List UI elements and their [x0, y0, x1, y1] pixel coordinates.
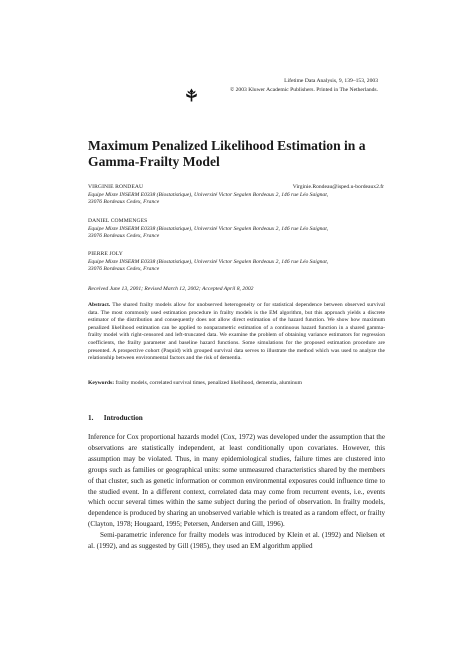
received-dates: Received June 13, 2001; Revised March 12, 2002; Accepted April 8, 2002 [88, 286, 254, 292]
author-affiliation: Equipe Mixte INSERM E0338 (Biostatistique), Université Victor Segalen Bordeaux 2, 146 rue Léo Saignat, [88, 191, 329, 198]
publisher-logo-icon [185, 88, 198, 102]
author-name: PIERRE JOLY [88, 251, 123, 257]
keywords-text: frailty models, correlated survival times, penalized likelihood, dementia, aluminum [115, 380, 302, 386]
abstract-label: Abstract. [88, 302, 111, 308]
journal-header [230, 77, 378, 95]
section-title: Introduction [103, 414, 143, 422]
author-affiliation-city: 33076 Bordeaux Cedex, France [88, 199, 160, 206]
keywords [88, 380, 385, 386]
author-affiliation-city: 33076 Bordeaux Cedex, France [88, 266, 160, 273]
section-heading [88, 414, 143, 422]
abstract [88, 302, 385, 363]
section-number: 1. [88, 414, 94, 422]
author-block [88, 184, 384, 207]
author-name: VIRGINIE RONDEAU [88, 184, 144, 190]
paragraph: Inference for Cox proportional hazards model (Cox, 1972) was developed under the assumption that the observations are statistically independent, at least conditionally upon covariates. However, this assumption may be violated. Thus, in many epidemiological studies, failure times are clustered into groups such as families or geographical units: some unmeasured characteristics shared by the members of that cluster, such as genetic information or common environmental exposures could influence time to the studied event. In a different context, correlated data may come from recurrent events, i.e., events which occur several times within the same subject during the period of observation. In frailty models, dependence is produced by sharing an unobserved variable which is treated as a random effect, or frailty (Clayton, 1978; Hougaard, 1995; Petersen, Andersen and Gill, 1996). [88, 433, 385, 529]
paper-title: Maximum Penalized Likelihood Estimation in a Gamma-Frailty Model [88, 138, 366, 169]
abstract-text: The shared frailty models allow for unobserved heterogeneity or for statistical dependence between observed survival data. The most commonly used estimation procedure in frailty models is the EM algorithm, but this approach yields a discrete estimator of the distribution and consequently does not allow direct estimation of the hazard function. We show how maximum penalized likelihood estimation can be applied to nonparametric estimation of a continuous hazard function in a shared gamma-frailty model with right-censored and left-truncated data. We examine the problem of obtaining variance estimators for regression coefficients, the frailty parameter and baseline hazard functions. Some simulations for the proposed estimation procedure are presented. A prospective cohort (Paquid) with grouped survival data serves to illustrate the method which was used to analyze the relationship between environmental factors and the risk of dementia. [88, 302, 385, 362]
paragraph: Semi-parametric inference for frailty models was introduced by Klein et al. (1992) and Nielsen et al. (1992), and as suggested by Gill (1985), they used an EM algorithm applied [88, 531, 385, 551]
author-email[interactable]: Virginie.Rondeau@isped.u-bordeaux2.fr [292, 184, 384, 190]
author-affiliation: Equipe Mixte INSERM E0338 (Biostatistique), Université Victor Segalen Bordeaux 2, 146 rue Léo Saignat, [88, 225, 329, 232]
keywords-label: Keywords: [88, 380, 115, 386]
section-body [88, 432, 385, 552]
journal-citation: Lifetime Data Analysis, 9, 139–153, 2003 [284, 78, 378, 84]
author-affiliation: Equipe Mixte INSERM E0338 (Biostatistique), Université Victor Segalen Bordeaux 2, 146 rue Léo Saignat, [88, 258, 329, 265]
author-affiliation-city: 33076 Bordeaux Cedex, France [88, 233, 160, 240]
author-name: DANIEL COMMENGES [88, 218, 148, 224]
author-block [88, 251, 384, 274]
author-block [88, 218, 384, 241]
copyright-line: © 2003 Kluwer Academic Publishers. Printed in The Netherlands. [229, 87, 378, 93]
